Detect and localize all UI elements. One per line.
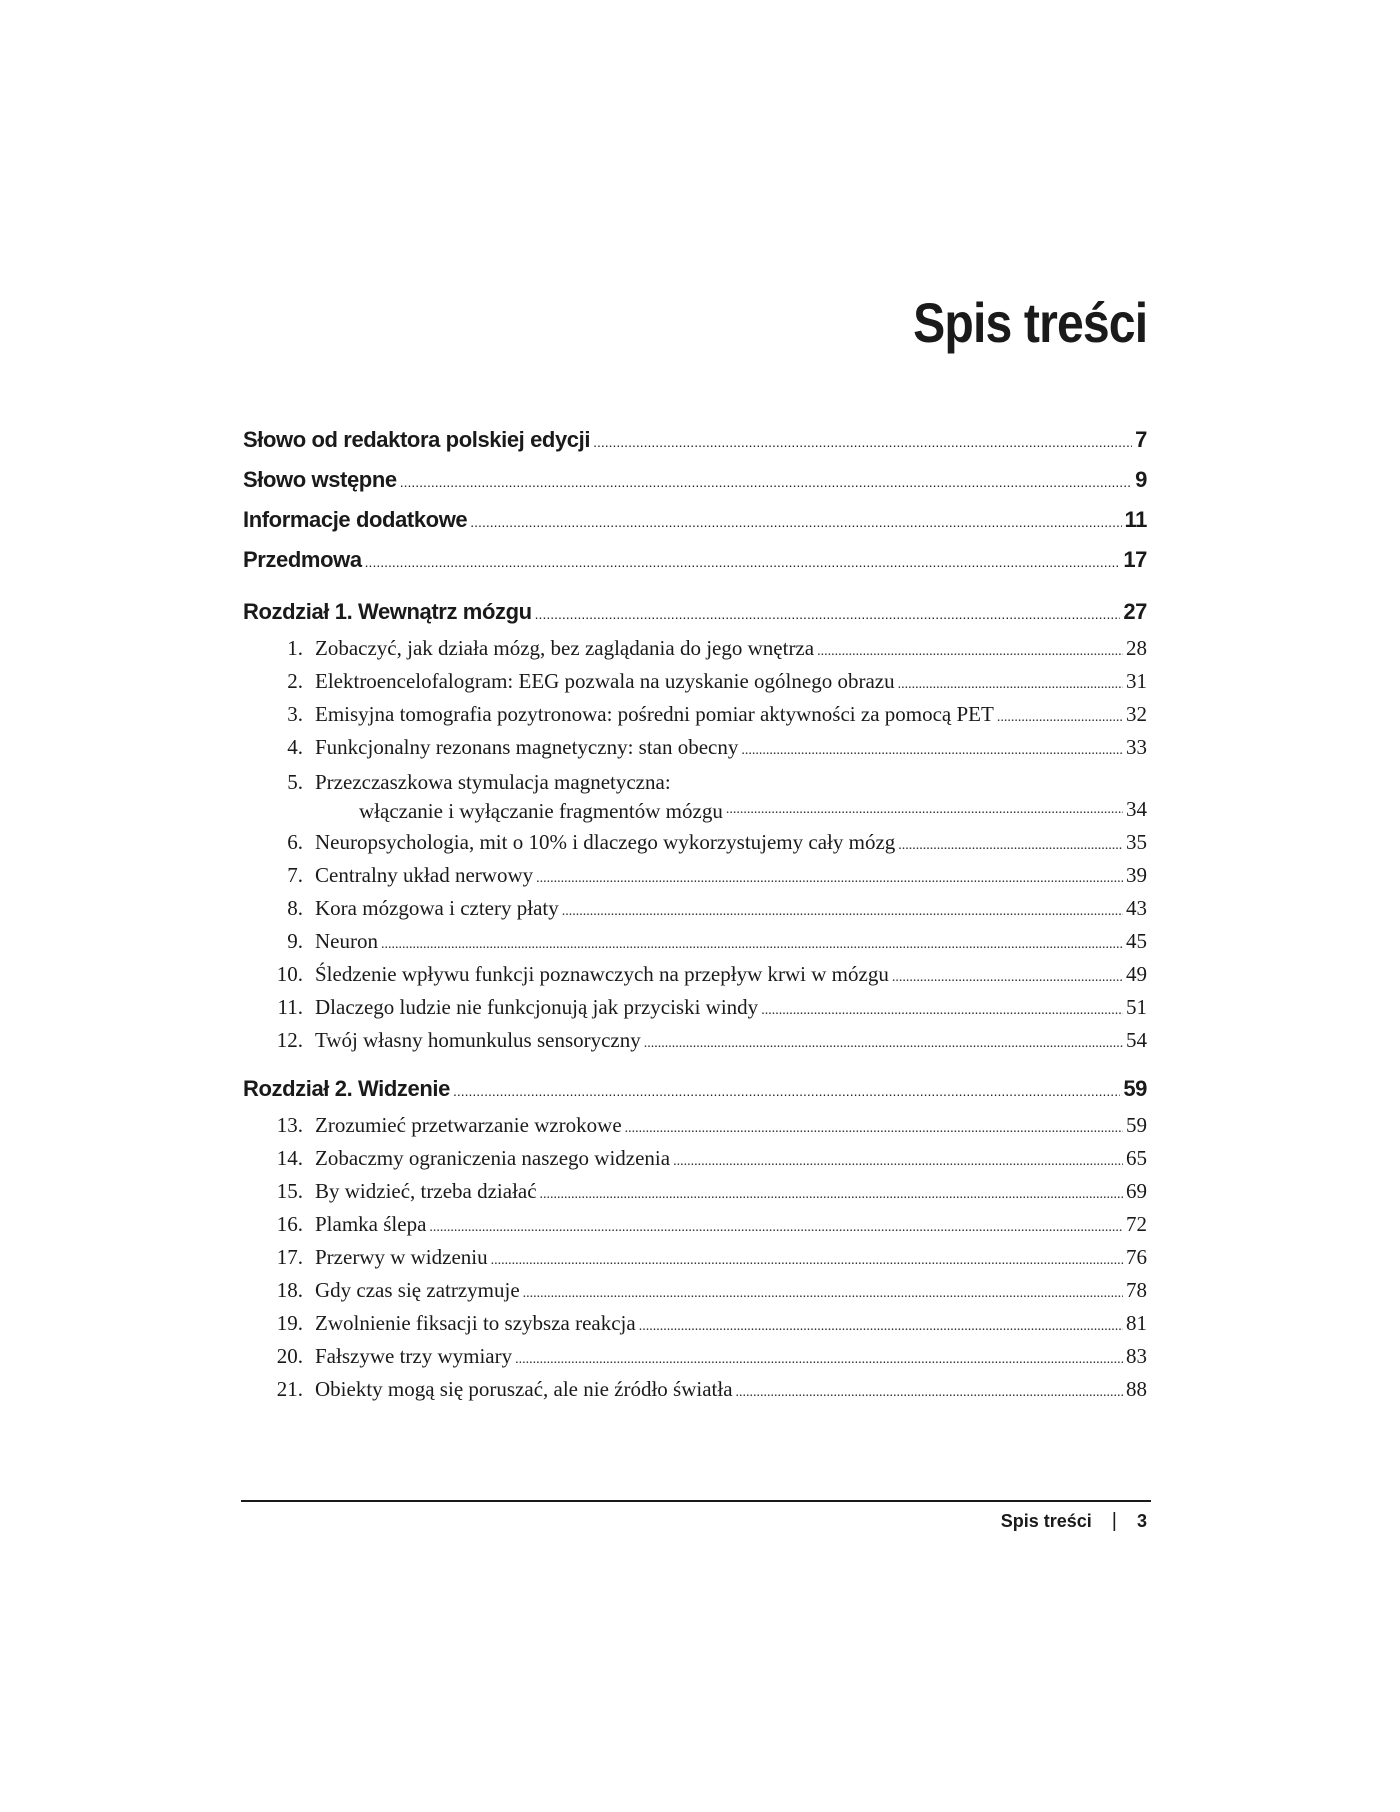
toc-entry-number: 11.	[277, 995, 303, 1019]
toc-entry-title: Elektroencelofalogram: EEG pozwala na uzyskanie ogólnego obrazu	[315, 669, 895, 693]
dot-leader	[761, 994, 1123, 1027]
toc-entry-title: Przezczaszkowa stymulacja magnetyczna:	[315, 770, 671, 794]
toc-entry-page: 54	[1126, 1028, 1147, 1052]
toc-entry-title: Emisyjna tomografia pozytronowa: pośredni pomiar aktywności za pomocą PET	[315, 702, 994, 726]
dot-leader	[639, 1310, 1123, 1343]
toc-item	[243, 1241, 1147, 1274]
toc-entry-title: Centralny układ nerwowy	[315, 863, 534, 887]
toc-chapter	[243, 592, 1147, 632]
dot-leader	[625, 1112, 1123, 1145]
toc-section	[243, 460, 1147, 500]
dot-leader	[997, 701, 1123, 734]
dot-leader	[381, 928, 1123, 961]
toc-entry-page: 65	[1126, 1146, 1147, 1170]
toc-entry-title-wrap	[243, 665, 895, 698]
dot-leader	[400, 462, 1132, 502]
toc-entry-page: 45	[1126, 929, 1147, 953]
toc-item	[243, 1373, 1147, 1406]
toc-entry-title-wrap	[243, 1175, 537, 1208]
toc-entry-title: Zrozumieć przetwarzanie wzrokowe	[315, 1113, 622, 1137]
toc-entry-title-wrap	[243, 859, 533, 892]
page-footer	[1001, 1510, 1147, 1533]
toc-entry-title-wrap	[243, 1241, 488, 1274]
footer-label: Spis treści	[1000, 1511, 1092, 1531]
toc-entry-title-continued: włączanie i wyłączanie fragmentów mózgu	[359, 799, 723, 823]
toc-entry-number: 4.	[287, 735, 303, 759]
dot-leader	[429, 1211, 1123, 1244]
toc-item	[243, 925, 1147, 958]
toc-entry-number: 13.	[276, 1113, 303, 1137]
dot-leader	[898, 829, 1123, 862]
dot-leader	[741, 734, 1123, 767]
toc-entry-title: Kora mózgowa i cztery płaty	[315, 896, 559, 920]
toc-entry-page: 76	[1126, 1245, 1147, 1269]
toc-entry-page: 39	[1126, 863, 1147, 887]
toc-entry-title: Przerwy w widzeniu	[315, 1245, 488, 1269]
dot-leader	[644, 1027, 1123, 1060]
toc-entry-number: 6.	[287, 830, 303, 854]
toc-entry-title: Dlaczego ludzie nie funkcjonują jak przyciski windy	[315, 995, 759, 1019]
toc-entry-number: 12.	[276, 1028, 303, 1052]
toc-entry-title-wrap	[243, 1109, 622, 1142]
dot-leader	[523, 1277, 1123, 1310]
dot-leader	[535, 594, 1121, 634]
toc-entry-number: 7.	[287, 863, 303, 887]
dot-leader	[453, 1071, 1120, 1111]
toc-entry-title-wrap	[243, 1340, 512, 1373]
dot-leader	[365, 542, 1121, 582]
toc-entry-title: Śledzenie wpływu funkcji poznawczych na przepływ krwi w mózgu	[315, 962, 889, 986]
toc-entry-number: 10.	[276, 962, 303, 986]
toc-entry-page: 31	[1126, 669, 1147, 693]
dot-leader	[515, 1343, 1123, 1376]
toc-item	[243, 1208, 1147, 1241]
toc-item	[243, 859, 1147, 892]
toc-item	[243, 731, 1147, 764]
toc-entry-number: 20.	[276, 1344, 303, 1368]
toc-entry-title-wrap	[243, 632, 814, 665]
toc-entry-title-wrap	[243, 768, 723, 826]
toc-entry-number: 21.	[276, 1377, 303, 1401]
toc-entry-title-wrap	[243, 1142, 670, 1175]
toc-chapter	[243, 1069, 1147, 1109]
toc-entry-title: Rozdział 2. Widzenie	[243, 1076, 450, 1101]
toc-entry-title-wrap	[243, 958, 889, 991]
toc-item	[243, 1024, 1147, 1057]
toc-entry-page: 69	[1126, 1179, 1147, 1203]
toc-entry-number: 17.	[276, 1245, 303, 1269]
toc-entry-page: 35	[1126, 830, 1147, 854]
toc-item	[243, 892, 1147, 925]
toc-entry-page: 7	[1135, 427, 1147, 452]
toc-entry-title: Słowo od redaktora polskiej edycji	[243, 427, 591, 452]
toc-entry-title: Funkcjonalny rezonans magnetyczny: stan obecny	[315, 735, 739, 759]
toc-section	[243, 420, 1147, 460]
toc-entry-title: Neuron	[315, 929, 378, 953]
toc-entry-page: 11	[1124, 507, 1147, 532]
toc-item	[243, 1109, 1147, 1142]
toc-entry-page: 17	[1123, 547, 1147, 572]
toc-entry-line1	[243, 768, 723, 797]
dot-leader	[892, 961, 1123, 994]
dot-leader	[817, 635, 1123, 668]
dot-leader	[536, 862, 1123, 895]
dot-leader	[562, 895, 1123, 928]
toc-entry-title-wrap	[243, 892, 559, 925]
toc-entry-title: Zwolnienie fiksacji to szybsza reakcja	[315, 1311, 636, 1335]
dot-leader	[726, 793, 1123, 826]
toc-entry-number: 5.	[287, 770, 303, 794]
toc-entry-title-wrap	[243, 1274, 520, 1307]
toc-entry-page: 43	[1126, 896, 1147, 920]
toc-item	[243, 1307, 1147, 1340]
toc-entry-number: 8.	[287, 896, 303, 920]
footer-rule	[241, 1500, 1151, 1502]
toc-entry-page: 9	[1135, 467, 1147, 492]
toc-entry-page: 88	[1126, 1377, 1147, 1401]
toc-entry-title-wrap	[243, 1307, 636, 1340]
toc-section	[243, 540, 1147, 580]
toc-entry-page: 32	[1126, 702, 1147, 726]
toc-item	[243, 1274, 1147, 1307]
toc-entry-title-wrap	[243, 826, 895, 859]
toc-entry-title: Gdy czas się zatrzymuje	[315, 1278, 520, 1302]
toc-entry-title-wrap	[243, 698, 994, 731]
toc-item	[243, 826, 1147, 859]
toc-entry-page: 49	[1126, 962, 1147, 986]
toc-entry-title: Informacje dodatkowe	[243, 507, 468, 532]
toc-entry-number: 19.	[276, 1311, 303, 1335]
table-of-contents	[243, 420, 1147, 1406]
toc-entry-page: 59	[1123, 1076, 1147, 1101]
toc-entry-title-wrap	[243, 925, 378, 958]
toc-item	[243, 698, 1147, 731]
toc-entry-page: 51	[1126, 995, 1147, 1019]
dot-leader	[470, 502, 1121, 542]
toc-entry-title: By widzieć, trzeba działać	[315, 1179, 537, 1203]
toc-entry-page: 34	[1126, 797, 1147, 821]
toc-entry-title: Zobaczyć, jak działa mózg, bez zaglądania do jego wnętrza	[315, 636, 815, 660]
toc-entry-title: Rozdział 1. Wewnątrz mózgu	[243, 599, 532, 624]
toc-entry-title-wrap	[243, 1373, 733, 1406]
toc-entry-title: Obiekty mogą się poruszać, ale nie źródło światła	[315, 1377, 733, 1401]
dot-leader	[736, 1376, 1123, 1409]
toc-item	[243, 1340, 1147, 1373]
toc-entry-page: 83	[1126, 1344, 1147, 1368]
dot-leader	[898, 668, 1123, 701]
dot-leader	[673, 1145, 1123, 1178]
toc-item	[243, 632, 1147, 665]
toc-entry-page: 78	[1126, 1278, 1147, 1302]
toc-entry-title-wrap	[243, 991, 758, 1024]
toc-entry-page: 33	[1126, 735, 1147, 759]
toc-entry-title: Zobaczmy ograniczenia naszego widzenia	[315, 1146, 671, 1170]
toc-item	[243, 958, 1147, 991]
dot-leader	[593, 422, 1132, 462]
toc-entry-number: 9.	[287, 929, 303, 953]
toc-entry-number: 1.	[287, 636, 303, 660]
toc-item	[243, 665, 1147, 698]
toc-entry-page: 72	[1126, 1212, 1147, 1236]
toc-entry-title: Słowo wstępne	[243, 467, 397, 492]
toc-item	[243, 991, 1147, 1024]
toc-item	[243, 764, 1147, 826]
page-title: Spis treści	[912, 291, 1147, 354]
toc-entry-number: 2.	[287, 669, 303, 693]
toc-entry-title: Plamka ślepa	[315, 1212, 427, 1236]
dot-leader	[540, 1178, 1123, 1211]
toc-entry-page: 27	[1123, 599, 1147, 624]
toc-entry-page: 59	[1126, 1113, 1147, 1137]
toc-entry-title-wrap	[243, 1024, 641, 1057]
footer-page-number: 3	[1136, 1511, 1147, 1531]
toc-entry-title-wrap	[243, 1208, 426, 1241]
toc-section	[243, 500, 1147, 540]
toc-item	[243, 1175, 1147, 1208]
toc-item	[243, 1142, 1147, 1175]
dot-leader	[491, 1244, 1123, 1277]
toc-entry-number: 14.	[276, 1146, 303, 1170]
toc-entry-title: Fałszywe trzy wymiary	[315, 1344, 513, 1368]
toc-entry-number: 15.	[276, 1179, 303, 1203]
toc-entry-title-wrap	[243, 731, 738, 764]
toc-entry-title: Neuropsychologia, mit o 10% i dlaczego wykorzystujemy cały mózg	[315, 830, 896, 854]
toc-entry-number: 3.	[287, 702, 303, 726]
toc-entry-page: 81	[1126, 1311, 1147, 1335]
toc-entry-title: Przedmowa	[243, 547, 362, 572]
footer-separator: |	[1111, 1510, 1117, 1532]
toc-entry-page: 28	[1126, 636, 1147, 660]
toc-entry-title: Twój własny homunkulus sensoryczny	[315, 1028, 641, 1052]
toc-entry-number: 16.	[276, 1212, 303, 1236]
toc-entry-number: 18.	[276, 1278, 303, 1302]
